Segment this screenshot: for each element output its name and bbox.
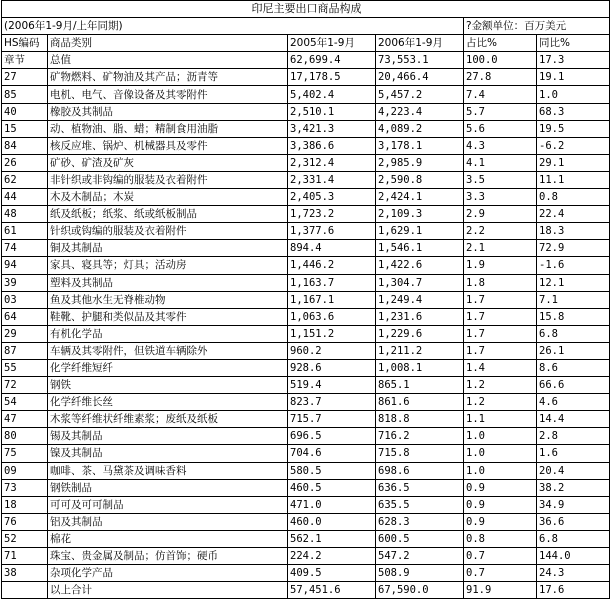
cell-code: 47 [2, 411, 48, 428]
cell-2005: 823.7 [288, 394, 376, 411]
cell-share: 3.5 [464, 171, 537, 188]
cell-share: 1.9 [464, 257, 537, 274]
cell-code: 61 [2, 223, 48, 240]
cell-share: 27.8 [464, 69, 537, 86]
cell-category: 木浆等纤维状纤维素浆；废纸及纸板 [48, 411, 288, 428]
cell-2005: 3,386.6 [288, 137, 376, 154]
cell-2005: 1,163.7 [288, 274, 376, 291]
cell-2005: 2,312.4 [288, 154, 376, 171]
cell-share: 1.4 [464, 359, 537, 376]
header-share: 占比% [464, 35, 537, 52]
cell-2006: 861.6 [376, 394, 464, 411]
cell-share: 100.0 [464, 52, 537, 69]
cell-yoy: 22.4 [537, 206, 610, 223]
cell-code: 03 [2, 291, 48, 308]
cell-code: 48 [2, 206, 48, 223]
cell-category: 动、植物油、脂、蜡；精制食用油脂 [48, 120, 288, 137]
cell-code: 64 [2, 308, 48, 325]
cell-yoy: 144.0 [537, 548, 610, 565]
cell-2006: 1,229.6 [376, 325, 464, 342]
cell-2006: 1,008.1 [376, 359, 464, 376]
table-row [2, 137, 610, 154]
cell-code: 27 [2, 69, 48, 86]
cell-2006: 3,178.1 [376, 137, 464, 154]
table-row [2, 86, 610, 103]
cell-code: 15 [2, 120, 48, 137]
cell-yoy: 0.8 [537, 189, 610, 206]
cell-2006: 1,304.7 [376, 274, 464, 291]
table-row [2, 445, 610, 462]
cell-category: 矿物燃料、矿物油及其产品；沥青等 [48, 69, 288, 86]
note-row [2, 18, 610, 35]
cell-2006: 865.1 [376, 377, 464, 394]
cell-share: 0.9 [464, 496, 537, 513]
cell-2005: 2,405.3 [288, 189, 376, 206]
cell-category: 铝及其制品 [48, 513, 288, 530]
table-row [2, 274, 610, 291]
cell-category: 塑料及其制品 [48, 274, 288, 291]
cell-category: 有机化学品 [48, 325, 288, 342]
cell-code [2, 582, 48, 599]
table-row [2, 359, 610, 376]
cell-code: 18 [2, 496, 48, 513]
cell-category: 以上合计 [48, 582, 288, 599]
cell-share: 2.1 [464, 240, 537, 257]
table-row [2, 69, 610, 86]
cell-2006: 1,211.2 [376, 342, 464, 359]
cell-code: 39 [2, 274, 48, 291]
cell-category: 钢铁 [48, 377, 288, 394]
cell-2005: 57,451.6 [288, 582, 376, 599]
cell-category: 咖啡、茶、马黛茶及调味香料 [48, 462, 288, 479]
cell-category: 电机、电气、音像设备及其零附件 [48, 86, 288, 103]
cell-code: 09 [2, 462, 48, 479]
period-note: (2006年1-9月/上年同期) [2, 18, 464, 35]
cell-2005: 471.0 [288, 496, 376, 513]
cell-2006: 818.8 [376, 411, 464, 428]
cell-category: 化学纤维短纤 [48, 359, 288, 376]
cell-share: 1.7 [464, 291, 537, 308]
cell-share: 1.2 [464, 377, 537, 394]
cell-yoy: 36.6 [537, 513, 610, 530]
table-row [2, 530, 610, 547]
cell-2005: 696.5 [288, 428, 376, 445]
cell-code: 87 [2, 342, 48, 359]
table-row [2, 428, 610, 445]
cell-code: 62 [2, 171, 48, 188]
cell-yoy: 11.1 [537, 171, 610, 188]
cell-2005: 1,446.2 [288, 257, 376, 274]
header-yoy: 同比% [537, 35, 610, 52]
cell-category: 可可及可可制品 [48, 496, 288, 513]
cell-2005: 928.6 [288, 359, 376, 376]
table-row [2, 103, 610, 120]
cell-2005: 894.4 [288, 240, 376, 257]
cell-yoy: 34.9 [537, 496, 610, 513]
cell-code: 74 [2, 240, 48, 257]
cell-share: 1.7 [464, 342, 537, 359]
cell-2006: 1,546.1 [376, 240, 464, 257]
cell-2006: 635.5 [376, 496, 464, 513]
cell-2005: 5,402.4 [288, 86, 376, 103]
cell-2005: 2,331.4 [288, 171, 376, 188]
cell-code: 52 [2, 530, 48, 547]
cell-code: 72 [2, 377, 48, 394]
cell-share: 2.2 [464, 223, 537, 240]
table-row [2, 377, 610, 394]
cell-2006: 1,629.1 [376, 223, 464, 240]
cell-2005: 1,377.6 [288, 223, 376, 240]
cell-share: 0.7 [464, 565, 537, 582]
cell-code: 章节 [2, 52, 48, 69]
cell-2006: 1,422.6 [376, 257, 464, 274]
cell-share: 91.9 [464, 582, 537, 599]
cell-2005: 1,063.6 [288, 308, 376, 325]
header-category: 商品类别 [48, 35, 288, 52]
cell-2005: 224.2 [288, 548, 376, 565]
cell-code: 38 [2, 565, 48, 582]
cell-code: 80 [2, 428, 48, 445]
cell-category: 铜及其制品 [48, 240, 288, 257]
cell-category: 车辆及其零附件，但铁道车辆除外 [48, 342, 288, 359]
cell-category: 非针织或非钩编的服装及衣着附件 [48, 171, 288, 188]
cell-2006: 698.6 [376, 462, 464, 479]
cell-2006: 2,985.9 [376, 154, 464, 171]
cell-share: 1.7 [464, 325, 537, 342]
cell-2005: 1,167.1 [288, 291, 376, 308]
cell-yoy: -6.2 [537, 137, 610, 154]
cell-share: 1.0 [464, 462, 537, 479]
cell-code: 71 [2, 548, 48, 565]
cell-share: 2.9 [464, 206, 537, 223]
table-row [2, 189, 610, 206]
header-2005: 2005年1-9月 [288, 35, 376, 52]
export-composition-table [1, 0, 610, 599]
cell-category: 核反应堆、锅炉、机械器具及零件 [48, 137, 288, 154]
cell-yoy: 38.2 [537, 479, 610, 496]
cell-code: 44 [2, 189, 48, 206]
cell-2006: 20,466.4 [376, 69, 464, 86]
table-row [2, 479, 610, 496]
cell-share: 1.1 [464, 411, 537, 428]
table-row [2, 565, 610, 582]
cell-2006: 67,590.0 [376, 582, 464, 599]
cell-2005: 580.5 [288, 462, 376, 479]
cell-share: 5.7 [464, 103, 537, 120]
cell-2005: 960.2 [288, 342, 376, 359]
cell-share: 1.0 [464, 428, 537, 445]
table-row [2, 291, 610, 308]
table-row [2, 582, 610, 599]
cell-2005: 704.6 [288, 445, 376, 462]
table-title: 印尼主要出口商品构成 [2, 1, 610, 18]
cell-yoy: 19.1 [537, 69, 610, 86]
header-code: HS编码 [2, 35, 48, 52]
cell-category: 珠宝、贵金属及制品；仿首饰；硬币 [48, 548, 288, 565]
cell-category: 针织或钩编的服装及衣着附件 [48, 223, 288, 240]
cell-code: 54 [2, 394, 48, 411]
cell-2005: 519.4 [288, 377, 376, 394]
cell-2005: 460.5 [288, 479, 376, 496]
cell-share: 1.8 [464, 274, 537, 291]
table-row [2, 240, 610, 257]
cell-2005: 1,151.2 [288, 325, 376, 342]
cell-yoy: 7.1 [537, 291, 610, 308]
cell-yoy: 1.0 [537, 86, 610, 103]
cell-yoy: 66.6 [537, 377, 610, 394]
cell-yoy: -1.6 [537, 257, 610, 274]
cell-share: 0.8 [464, 530, 537, 547]
cell-2005: 562.1 [288, 530, 376, 547]
cell-category: 纸及纸板；纸浆、纸或纸板制品 [48, 206, 288, 223]
cell-2006: 4,089.2 [376, 120, 464, 137]
cell-2006: 508.9 [376, 565, 464, 582]
table-row [2, 462, 610, 479]
cell-category: 木及木制品；木炭 [48, 189, 288, 206]
table-row [2, 120, 610, 137]
cell-2005: 2,510.1 [288, 103, 376, 120]
header-row [2, 35, 610, 52]
cell-share: 1.2 [464, 394, 537, 411]
table-row [2, 154, 610, 171]
cell-yoy: 19.5 [537, 120, 610, 137]
cell-2005: 715.7 [288, 411, 376, 428]
cell-share: 1.7 [464, 308, 537, 325]
table-row [2, 171, 610, 188]
cell-yoy: 18.3 [537, 223, 610, 240]
cell-2006: 716.2 [376, 428, 464, 445]
cell-category: 棉花 [48, 530, 288, 547]
cell-category: 杂项化学产品 [48, 565, 288, 582]
cell-2006: 1,249.4 [376, 291, 464, 308]
cell-2006: 628.3 [376, 513, 464, 530]
cell-2006: 547.2 [376, 548, 464, 565]
cell-code: 76 [2, 513, 48, 530]
cell-2006: 5,457.2 [376, 86, 464, 103]
cell-share: 0.9 [464, 513, 537, 530]
cell-2005: 17,178.5 [288, 69, 376, 86]
table-row [2, 308, 610, 325]
cell-category: 化学纤维长丝 [48, 394, 288, 411]
table-row [2, 513, 610, 530]
cell-yoy: 29.1 [537, 154, 610, 171]
cell-code: 29 [2, 325, 48, 342]
cell-category: 橡胶及其制品 [48, 103, 288, 120]
cell-share: 4.1 [464, 154, 537, 171]
cell-code: 84 [2, 137, 48, 154]
cell-yoy: 8.6 [537, 359, 610, 376]
cell-yoy: 26.1 [537, 342, 610, 359]
table-row [2, 206, 610, 223]
cell-category: 锡及其制品 [48, 428, 288, 445]
cell-yoy: 4.6 [537, 394, 610, 411]
cell-yoy: 68.3 [537, 103, 610, 120]
table-row [2, 394, 610, 411]
cell-2006: 636.5 [376, 479, 464, 496]
table-row [2, 342, 610, 359]
cell-category: 家具、寝具等；灯具；活动房 [48, 257, 288, 274]
table-row [2, 257, 610, 274]
cell-yoy: 14.4 [537, 411, 610, 428]
cell-yoy: 1.6 [537, 445, 610, 462]
cell-2006: 600.5 [376, 530, 464, 547]
cell-yoy: 12.1 [537, 274, 610, 291]
cell-2006: 73,553.1 [376, 52, 464, 69]
table-row [2, 496, 610, 513]
cell-code: 75 [2, 445, 48, 462]
cell-category: 鱼及其他水生无脊椎动物 [48, 291, 288, 308]
cell-yoy: 15.8 [537, 308, 610, 325]
cell-category: 总值 [48, 52, 288, 69]
table-row [2, 325, 610, 342]
cell-2005: 3,421.3 [288, 120, 376, 137]
cell-category: 鞋靴、护腿和类似品及其零件 [48, 308, 288, 325]
cell-code: 55 [2, 359, 48, 376]
cell-share: 3.3 [464, 189, 537, 206]
cell-code: 94 [2, 257, 48, 274]
cell-share: 7.4 [464, 86, 537, 103]
cell-yoy: 6.8 [537, 325, 610, 342]
cell-2006: 1,231.6 [376, 308, 464, 325]
cell-yoy: 20.4 [537, 462, 610, 479]
cell-yoy: 17.6 [537, 582, 610, 599]
cell-yoy: 2.8 [537, 428, 610, 445]
cell-share: 1.0 [464, 445, 537, 462]
cell-2006: 2,424.1 [376, 189, 464, 206]
table-row [2, 411, 610, 428]
header-2006: 2006年1-9月 [376, 35, 464, 52]
cell-share: 4.3 [464, 137, 537, 154]
title-row [2, 1, 610, 18]
cell-code: 40 [2, 103, 48, 120]
cell-share: 0.7 [464, 548, 537, 565]
cell-category: 镍及其制品 [48, 445, 288, 462]
table-row [2, 223, 610, 240]
cell-yoy: 24.3 [537, 565, 610, 582]
cell-code: 26 [2, 154, 48, 171]
cell-code: 73 [2, 479, 48, 496]
cell-2006: 2,590.8 [376, 171, 464, 188]
cell-category: 钢铁制品 [48, 479, 288, 496]
table-row [2, 52, 610, 69]
cell-2005: 460.0 [288, 513, 376, 530]
cell-2005: 1,723.2 [288, 206, 376, 223]
cell-2006: 2,109.3 [376, 206, 464, 223]
cell-2005: 409.5 [288, 565, 376, 582]
unit-note: ?金额单位：百万美元 [464, 18, 610, 35]
cell-2005: 62,699.4 [288, 52, 376, 69]
cell-yoy: 72.9 [537, 240, 610, 257]
cell-2006: 715.8 [376, 445, 464, 462]
cell-share: 0.9 [464, 479, 537, 496]
cell-category: 矿砂、矿渣及矿灰 [48, 154, 288, 171]
cell-code: 85 [2, 86, 48, 103]
cell-share: 5.6 [464, 120, 537, 137]
table-row [2, 548, 610, 565]
cell-2006: 4,223.4 [376, 103, 464, 120]
cell-yoy: 6.8 [537, 530, 610, 547]
cell-yoy: 17.3 [537, 52, 610, 69]
